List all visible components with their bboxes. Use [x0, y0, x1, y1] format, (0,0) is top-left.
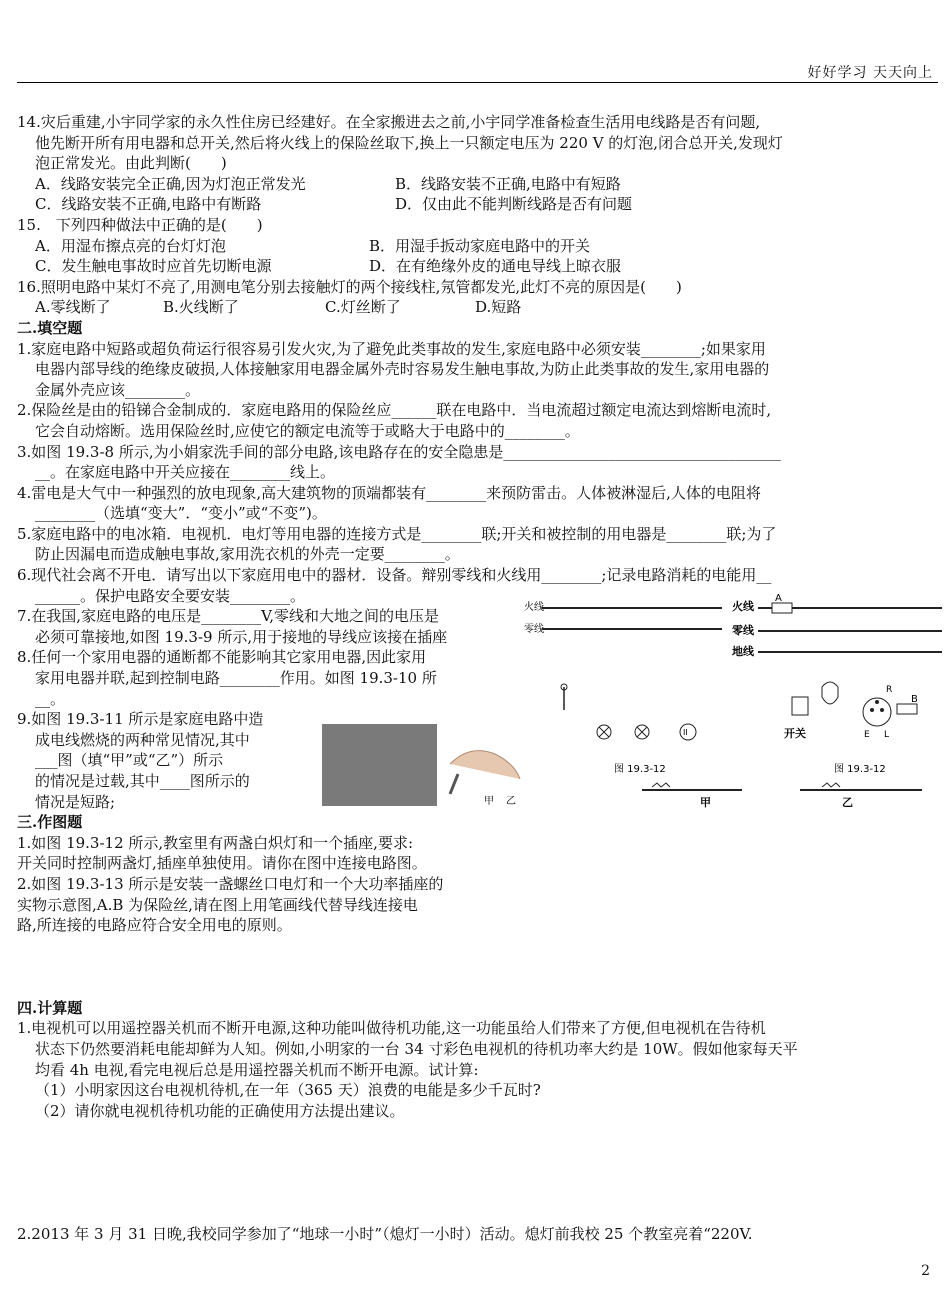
draw2-line1: 2.如图 19.3-13 所示是安装一盏螺丝口电灯和一个大功率插座的	[17, 874, 444, 893]
page-header	[0, 0, 950, 84]
figure-photo-yi	[440, 724, 522, 806]
draw1-line1: 1.如图 19.3-12 所示,教室里有两盏白炽灯和一个插座,要求:	[17, 833, 413, 852]
fill9-line5: 情况是短路;	[35, 792, 116, 811]
fill9-line4: 的情况是过载,其中____图所示的	[35, 772, 250, 790]
calc2-line1: 2.2013 年 3 月 31 日晚,我校同学参加了“地球一小时”（熄灯一小时）活动。熄灯前我校 25 个教室亮着“220V.	[17, 1225, 753, 1244]
fill8-line2: 家用电器并联,起到控制电路________作用。如图 19.3-10 所	[35, 669, 437, 688]
fig-ground-label: 地线	[732, 645, 754, 658]
photo-label-yi: 乙	[506, 796, 516, 806]
fig-fuse-b: B	[911, 694, 918, 705]
q14-option-b: B．线路安装不正确,电路中有短路	[395, 174, 621, 193]
calc1-line3: 均看 4h 电视,看完电视后总是用遥控器关机而不断开电源。试计算:	[35, 1060, 479, 1079]
q15-options-cd	[17, 256, 937, 277]
spacer	[17, 936, 937, 998]
calc1-line2: 状态下仍然要消耗电能却鲜为人知。例如,小明家的一台 34 寸彩色电视机的待机功率大约是 10W。假如他家每天平	[35, 1039, 798, 1058]
fill4-line1: 4.雷电是大气中一种强烈的放电现象,高大建筑物的顶端都装有________来预防雷击。人体被淋湿后,人体的电阻将	[17, 483, 761, 502]
fill7-line2: 必须可靠接地,如图 19.3-9 所示,用于接地的导线应该接在插座	[35, 627, 448, 646]
q14-option-d: D．仅由此不能判断线路是否有问题	[395, 195, 633, 214]
fill3-line1: 3.如图 19.3-8 所示,为小娟家洗手间的部分电路,该电路存在的安全隐患是_____________________________________	[17, 442, 781, 461]
fig-neutral-label: 零线	[732, 624, 754, 637]
fill1-line2: 电器内部导线的绝缘皮破损,人体接触家用电器金属外壳时容易发生触电事故,为防止此类事故的发生,家用电器的	[35, 360, 770, 379]
q16-option-c: C.灯丝断了	[325, 298, 401, 317]
fig-label-jia: 甲	[700, 796, 711, 809]
q16-option-a: A.零线断了	[35, 298, 111, 317]
fill3-line2: __。在家庭电路中开关应接在________线上。	[35, 463, 336, 482]
fill6-line1: 6.现代社会离不开电．请写出以下家庭用电中的器材．设备。辩别零线和火线用________;记录电路消耗的电能用__	[17, 566, 772, 585]
fig-neutral-left: 零线	[524, 624, 544, 635]
q14-line2: 他先断开所有用电器和总开关,然后将火线上的保险丝取下,换上一只额定电压为 220 V 的灯泡,闭合总开关,发现灯	[35, 133, 783, 152]
fill2-line1: 2.保险丝是由的铅锑合金制成的．家庭电路用的保险丝应______联在电路中．当电流超过额定电流达到熔断电流时,	[17, 401, 772, 420]
q14-line3: 泡正常发光。由此判断( )	[35, 154, 227, 173]
q14-option-a: A．线路安装完全正确,因为灯泡正常发光	[35, 174, 306, 193]
section-drawing-title: 三.作图题	[17, 813, 83, 832]
fig-switch-label: 开关	[784, 727, 806, 740]
spacer	[17, 1121, 937, 1224]
q16-option-b: B.火线断了	[163, 298, 239, 317]
header-rule	[17, 82, 938, 83]
svg-text:II: II	[683, 728, 688, 737]
q16-line1: 16.照明电路中某灯不亮了,用测电笔分别去接触灯的两个接线柱,氖管都发光,此灯不亮的原因是( )	[17, 277, 682, 296]
draw2-line3: 路,所连接的电路应符合安全用电的原则。	[17, 916, 292, 935]
q14-option-c: C．线路安装不正确,电路中有断路	[35, 195, 262, 214]
fill5-line2: 防止因漏电而造成触电事故,家用洗衣机的外壳一定要________。	[35, 545, 460, 564]
q15-option-a: A．用湿布擦点亮的台灯灯泡	[35, 236, 226, 255]
fig-fuse-a: A	[775, 593, 782, 604]
fill8-line1: 8.任何一个家用电器的通断都不能影响其它家用电器,因此家用	[17, 648, 427, 667]
fill1-line3: 金属外壳应该________。	[35, 380, 201, 399]
fill5-line1: 5.家庭电路中的电冰箱．电视机．电灯等用电器的连接方式是________联;开关和被控制的用电器是________联;为了	[17, 524, 777, 543]
fig-label-yi: 乙	[842, 796, 853, 809]
fig-caption-left: 图 19.3-12	[614, 764, 666, 775]
q14-options-ab	[17, 174, 937, 195]
fig-socket-e: E	[864, 730, 870, 740]
page-number: 2	[921, 1263, 930, 1279]
header-slogan: 好好学习 天天向上	[807, 65, 933, 81]
q16-option-d: D.短路	[475, 298, 522, 317]
q15-option-b: B．用湿手扳动家庭电路中的开关	[369, 236, 591, 255]
fill4-line2: ________（选填“变大”．“变小”或“不变”)。	[35, 504, 327, 523]
calc1-sub1: （1）小明家因这台电视机待机,在一年（365 天）浪费的电能是多少千瓦时?	[35, 1081, 541, 1100]
q15-options-ab	[17, 236, 937, 257]
fig-caption-right: 图 19.3-12	[834, 764, 886, 775]
fill9-line3: ___图（填“甲”或“乙”）所示	[35, 751, 224, 770]
q14-options-cd	[17, 194, 937, 215]
section-fill-in-title: 二.填空题	[17, 318, 83, 337]
figure-photo-jia	[322, 724, 437, 806]
draw1-line2: 开关同时控制两盏灯,插座单独使用。请你在图中连接电路图。	[17, 854, 427, 873]
fill9-line1: 9.如图 19.3-11 所示是家庭电路中造	[17, 710, 264, 729]
fill6-line2: ______。保护电路安全要安装________。	[35, 586, 306, 605]
fill8-line3: __。	[35, 689, 66, 708]
fill1-line1: 1.家庭电路中短路或超负荷运行很容易引发火灾,为了避免此类事故的发生,家庭电路中必须安装________;如果家用	[17, 339, 766, 358]
circuit-figure	[522, 592, 947, 817]
calc1-line1: 1.电视机可以用遥控器关机而不断开电源,这种功能叫做待机功能,这一功能虽给人们带来了方便,但电视机在告待机	[17, 1019, 766, 1038]
q15-line1: 15. 下列四种做法中正确的是( )	[17, 215, 263, 234]
q16-options	[17, 297, 937, 318]
fig-live-label: 火线	[732, 600, 754, 613]
section-calc-title: 四.计算题	[17, 998, 83, 1017]
calc1-sub2: （2）请你就电视机待机功能的正确使用方法提出建议。	[35, 1101, 405, 1120]
fill9-line2: 成电线燃烧的两种常见情况,其中	[35, 730, 250, 749]
q14-line1: 14.灾后重建,小宇同学家的永久性住房已经建好。在全家搬进去之前,小宇同学准备检查生活用电线路是否有问题,	[17, 113, 761, 131]
draw2-line2: 实物示意图,A.B 为保险丝,请在图上用笔画线代替导线连接电	[17, 895, 418, 914]
q15-option-d: D．在有绝缘外皮的通电导线上晾衣服	[369, 257, 622, 276]
fig-socket-r: R	[886, 685, 893, 695]
fill2-line2: 它会自动熔断。选用保险丝时,应使它的额定电流等于或略大于电路中的________。	[35, 421, 580, 440]
fig-live-left: 火线	[524, 602, 544, 613]
fill7-line1: 7.在我国,家庭电路的电压是________V,零线和大地之间的电压是	[17, 607, 440, 626]
q15-option-c: C．发生触电事故时应首先切断电源	[35, 257, 272, 276]
photo-label-jia: 甲	[484, 796, 494, 806]
fig-socket-l: L	[884, 730, 890, 740]
